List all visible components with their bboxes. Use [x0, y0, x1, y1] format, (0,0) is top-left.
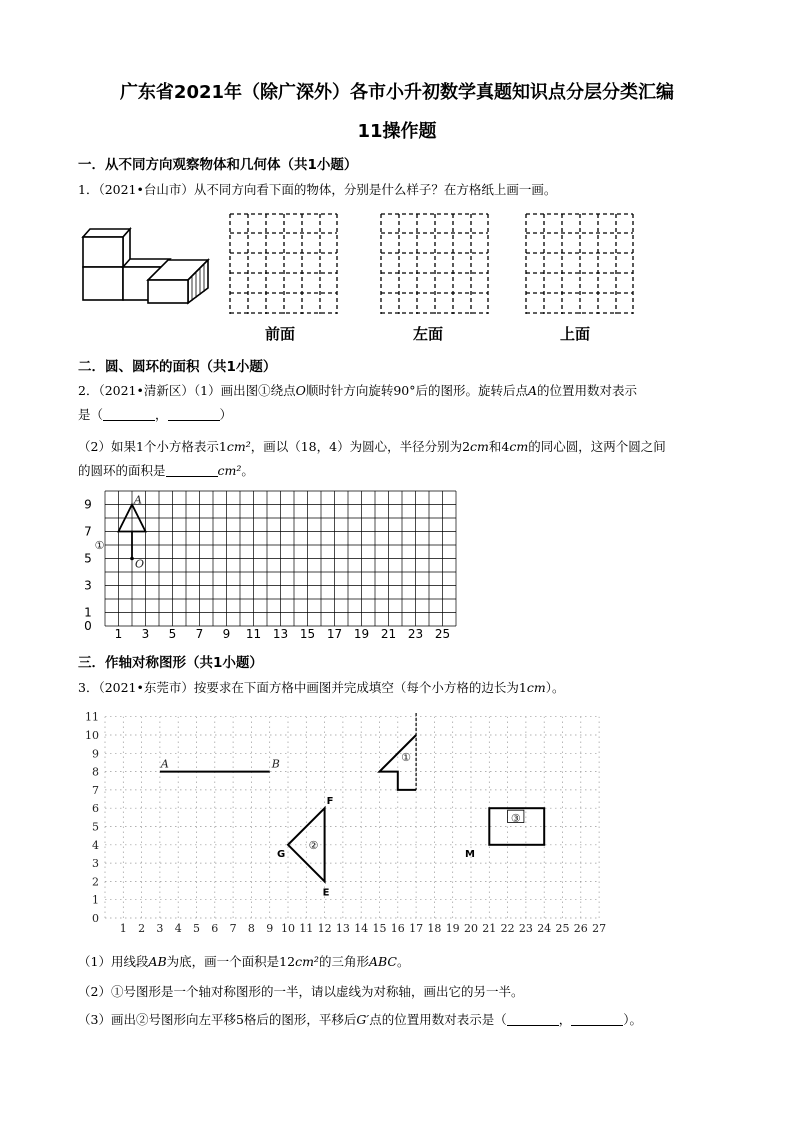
q2p2-unit2: cm²	[217, 463, 242, 478]
q3s1-ab: AB	[148, 954, 167, 969]
point-f-label: F	[326, 796, 334, 808]
grid3-xtick-label: 9	[266, 922, 274, 935]
grid3-xtick-label: 19	[445, 922, 460, 935]
grid3-ytick-label: 9	[92, 747, 99, 761]
grid2-xtick-label: 7	[195, 627, 204, 640]
q3s1-abc: ABC	[368, 954, 397, 969]
point-o-label: O	[135, 557, 145, 571]
point-e-label: E	[322, 887, 330, 899]
left-view-label: 左面	[413, 325, 444, 343]
grid3-xtick-label: 3	[156, 922, 164, 935]
q2-close: ）	[219, 407, 233, 422]
grid2-xtick-label: 21	[380, 627, 397, 640]
grid3-xtick-label: 23	[518, 922, 533, 935]
document-subtitle: 11操作题	[357, 121, 437, 142]
rotation-grid[interactable]	[78, 490, 458, 640]
grid3-xtick-label: 27	[592, 922, 607, 935]
q3-b: ）。	[545, 680, 565, 695]
point-o-dot	[130, 557, 134, 561]
grid2-ytick-label: 1	[84, 605, 92, 620]
grid3-xtick-label: 7	[229, 922, 237, 935]
point-a-label: A	[134, 493, 142, 507]
grid3-ytick-label: 6	[92, 802, 99, 816]
q3-cm: cm	[526, 680, 546, 695]
grid2-xtick-label: 19	[353, 627, 370, 640]
grid3-ytick-label: 7	[92, 783, 99, 797]
q2p2-f: 。	[241, 463, 254, 478]
q3s1-unit: cm²	[295, 954, 319, 969]
grid3-xtick-label: 16	[390, 922, 405, 935]
grid3-ytick-label: 4	[92, 838, 99, 852]
front-view-grid[interactable]	[229, 213, 339, 315]
q3s3-end: ）。	[623, 1012, 643, 1027]
figure1-number-label: ①	[94, 539, 105, 552]
top-view-label: 上面	[560, 325, 591, 343]
grid2-xtick-label: 1	[114, 627, 123, 640]
grid2-xtick-label: 3	[141, 627, 150, 640]
grid2-xtick-label: 13	[272, 627, 289, 640]
grid3-ytick-label: 5	[92, 820, 99, 834]
grid3-xtick-label: 2	[138, 922, 146, 935]
symmetry-grid[interactable]	[78, 703, 623, 943]
question-2-part2	[78, 435, 728, 483]
section-3-heading: 三．作轴对称图形（共1小题）	[78, 655, 263, 671]
grid2-ytick-label: 9	[84, 497, 92, 512]
grid3-xtick-label: 22	[500, 922, 515, 935]
grid3-xtick-label: 17	[409, 922, 424, 935]
q2-blank-area[interactable]	[166, 462, 218, 477]
grid2-ytick-label: 7	[84, 524, 92, 539]
q3-blank-y[interactable]	[571, 1011, 623, 1026]
section-1-heading: 一．从不同方向观察物体和几何体（共1小题）	[78, 157, 358, 173]
grid3-xtick-label: 26	[573, 922, 588, 935]
q2-blank-y[interactable]	[168, 406, 220, 421]
figure1-number-label: ①	[401, 750, 411, 764]
q3s3-a: （3）画出②号图形向左平移5格后的图形，平移后	[78, 1012, 357, 1027]
q2-text-b: 顺时针方向旋转90°后的图形。旋转后点	[305, 383, 529, 398]
grid3-ytick-label: 10	[85, 729, 99, 742]
front-view-label: 前面	[265, 325, 296, 343]
grid2-xtick-label: 5	[168, 627, 177, 640]
q2-point-a: A	[528, 383, 538, 398]
q2p2-b: ，画以（18，4）为圆心，半径分别为2	[250, 439, 471, 454]
question-1-text: 1．（2021•台山市）从不同方向看下面的物体，分别是什么样子？在方格纸上画一画。	[78, 182, 557, 197]
q2-comma: ，	[155, 407, 168, 422]
figure2-number-label: ②	[308, 838, 319, 852]
q3s3-comma: ，	[558, 1012, 572, 1027]
grid3-xtick-label: 12	[317, 922, 332, 935]
q3s1-a: （1）用线段	[78, 954, 149, 969]
point-b-label: B	[271, 757, 280, 771]
q2-text-a: 2．（2021•清新区）（1）画出图①绕点	[78, 383, 296, 398]
grid2-xtick-label: 11	[245, 627, 262, 640]
grid3-xtick-label: 13	[335, 922, 350, 935]
point-m-label: M	[465, 848, 475, 860]
q2-text-c: 的位置用数对表示	[537, 383, 638, 398]
point-a-label: A	[160, 757, 169, 771]
grid3-xtick-label: 8	[247, 922, 255, 935]
grid3-ytick-label: 8	[92, 765, 99, 779]
section-2-heading: 二．圆、圆环的面积（共1小题）	[78, 359, 277, 375]
point-g-label: G	[277, 848, 286, 860]
q3s1-d: 。	[396, 954, 410, 969]
q2p2-c: 和4	[488, 439, 510, 454]
grid3-xtick-label: 10	[281, 922, 295, 935]
grid3-xtick-label: 24	[537, 922, 552, 935]
q3-a: 3．（2021•东莞市）按要求在下面方格中画图并完成填空（每个小方格的边长为1	[78, 680, 527, 695]
q3s3-g: G′	[356, 1012, 370, 1027]
grid2-xtick-label: 23	[407, 627, 424, 640]
left-view-grid[interactable]	[380, 213, 490, 315]
grid2-ytick-label: 0	[84, 619, 92, 633]
document-title: 广东省2021年（除广深外）各市小升初数学真题知识点分层分类汇编	[119, 82, 675, 103]
q3-blank-x[interactable]	[507, 1011, 559, 1026]
grid3-xtick-label: 5	[193, 922, 200, 935]
grid3-xtick-label: 18	[427, 922, 442, 935]
grid3-ytick-label: 3	[92, 857, 99, 871]
grid3-xtick-label: 6	[211, 922, 219, 935]
grid3-ytick-label: 1	[92, 893, 99, 907]
grid2-xtick-label: 15	[299, 627, 316, 640]
figure3-number-label: ③	[510, 812, 521, 826]
question-3-text	[78, 676, 728, 700]
cube-figure	[78, 225, 213, 305]
q2p2-a: （2）如果1个小方格表示1	[78, 439, 227, 454]
grid2-ytick-label: 5	[84, 551, 92, 566]
grid2-xtick-label: 25	[434, 627, 451, 640]
q3-sub3	[78, 1008, 738, 1032]
grid3-xtick-label: 15	[372, 922, 387, 935]
grid3-ytick-label: 11	[85, 710, 99, 724]
grid3-xtick-label: 21	[482, 922, 497, 935]
grid2-xtick-label: 9	[222, 627, 231, 640]
q2-text-d: 是（	[78, 407, 104, 422]
q3s1-c: 的三角形	[318, 954, 369, 969]
q2p2-e: 的圆环的面积是	[78, 463, 166, 478]
grid3-ytick-label: 0	[92, 912, 99, 925]
grid3-xtick-label: 25	[555, 922, 570, 935]
q3-sub2: （2）①号图形是一个轴对称图形的一半，请以虚线为对称轴，画出它的另一半。	[78, 984, 524, 999]
q2p2-cm2: cm	[509, 439, 529, 454]
grid2-xtick-label: 17	[326, 627, 343, 640]
grid3-xtick-label: 11	[299, 922, 314, 935]
question-2-part1	[78, 379, 728, 427]
grid3-xtick-label: 4	[174, 922, 182, 935]
top-view-grid[interactable]	[525, 213, 635, 315]
grid3-xtick-label: 14	[354, 922, 369, 935]
grid3-xtick-label: 1	[119, 922, 127, 935]
q2p2-d: 的同心圆，这两个圆之间	[528, 439, 666, 454]
q2-point-o: O	[295, 383, 306, 398]
grid3-xtick-label: 20	[464, 922, 478, 935]
grid2-ytick-label: 3	[84, 578, 92, 593]
q3s3-b: 点的位置用数对表示是（	[369, 1012, 507, 1027]
q2p2-cm1: cm	[470, 439, 489, 454]
q2p2-unit: cm²	[226, 439, 251, 454]
grid3-ytick-label: 2	[92, 875, 99, 889]
q2-blank-x[interactable]	[103, 406, 155, 421]
q3s1-b: 为底，画一个面积是12	[166, 954, 296, 969]
q3-sub1	[78, 950, 728, 974]
